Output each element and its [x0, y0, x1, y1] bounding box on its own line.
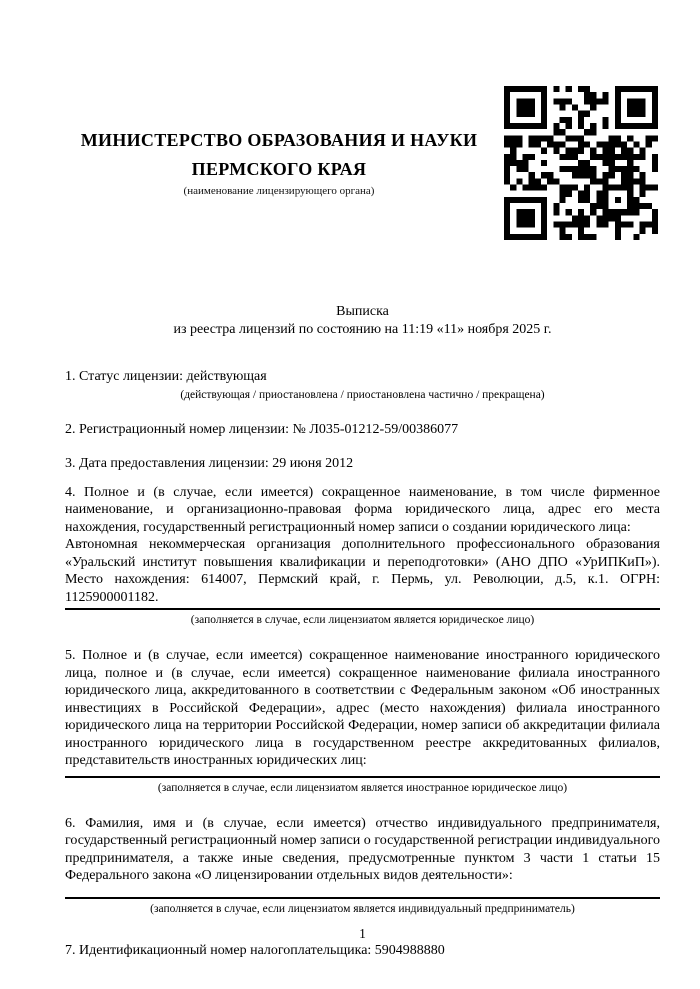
field-foreign-entity-question: 5. Полное и (в случае, если имеется) сокращенное наименование иностранного юридического лица, полное и (в случае, если имеется) сокращенное наименование филиала иностранного юридического лица, аккредитованного в соответствии с Федеральным законом «Об иностранных инвестициях в Российской Федерации», адрес (место нахождения) филиала иностранного юридического лица на территории Российской Федерации, номер записи об аккредитации филиала иностранного юридического лица в государственном реестре аккредитованных филиалов, представительств иностранных юридических лиц: — [65, 648, 660, 768]
licensing-authority-header — [65, 126, 493, 198]
ministry-name-line1: МИНИСТЕРСТВО ОБРАЗОВАНИЯ И НАУКИ — [80, 130, 478, 150]
divider-legal-entity — [65, 608, 660, 610]
ministry-name-line2: ПЕРМСКОГО КРАЯ — [191, 159, 367, 179]
field-license-status: 1. Статус лицензии: действующая — [65, 369, 267, 384]
field-legal-entity-hint: (заполняется в случае, если лицензиатом является юридическое лицо) — [190, 614, 535, 626]
divider-individual-entrepreneur — [65, 897, 660, 899]
field-legal-entity-question: 4. Полное и (в случае, если имеется) сокращенное наименование, в том числе фирменное наименование, и организационно-правовая форма юридического лица, адрес его места нахождения, государственный регистрационный номер записи о создании юридического лица: — [65, 484, 660, 535]
page-number: 1 — [359, 926, 366, 941]
qr-code-icon — [504, 86, 658, 240]
document-body — [65, 368, 660, 959]
field-individual-entrepreneur-question: 6. Фамилия, имя и (в случае, если имеется) отчество индивидуального предпринимателя, государственный регистрационный номер записи о государственной регистрации индивидуального предпринимателя, а также иные сведения, предусмотренные пунктом 3 части 1 статьи 15 Федерального закона «О лицензировании отдельных видов деятельности»: — [65, 815, 660, 883]
document-title-line1: Выписка — [336, 304, 389, 319]
divider-foreign-entity — [65, 776, 660, 778]
field-taxpayer-number: 7. Идентификационный номер налогоплательщика: 5904988880 — [65, 942, 445, 958]
field-registration-number: 2. Регистрационный номер лицензии: № Л035-01212-59/00386077 — [65, 421, 459, 437]
authority-caption: (наименование лицензирующего органа) — [183, 185, 375, 197]
field-grant-date: 3. Дата предоставления лицензии: 29 июня 2012 — [65, 456, 354, 471]
field-foreign-entity-hint: (заполняется в случае, если лицензиатом является иностранное юридическое лицо) — [157, 781, 568, 794]
field-individual-entrepreneur-hint: (заполняется в случае, если лицензиатом является индивидуальный предприниматель) — [150, 902, 575, 915]
document-title — [65, 303, 660, 338]
field-legal-entity-answer: Автономная некоммерческая организация дополнительного профессионального образования «Уральский институт повышения квалификации и переподготовки» (АНО ДПО «УрИПКиП»). Место нахождения: 614007, Пермский край, г. Пермь, ул. Революции, д.5, к.1. ОГРН: 1125900001182. — [65, 537, 660, 605]
document-title-line2: из реестра лицензий по состоянию на 11:19 «11» ноября 2025 г. — [173, 321, 552, 337]
field-license-status-hint: (действующая / приостановлена / приостановлена частично / прекращена) — [180, 388, 545, 401]
